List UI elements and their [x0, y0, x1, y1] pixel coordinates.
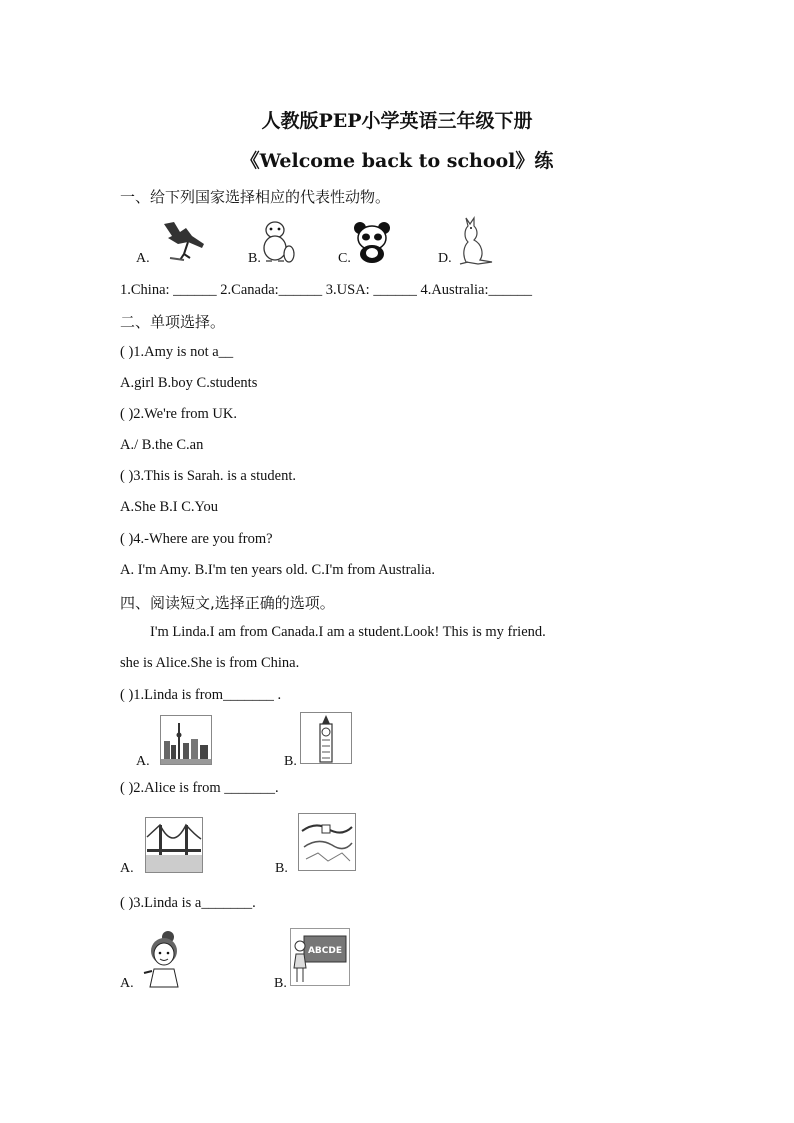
- section2-question-2-options: A./ B.the C.an: [120, 437, 204, 453]
- q3-option-label-b: B.: [274, 976, 287, 991]
- q1-option-label-a: A.: [136, 754, 150, 769]
- section2-question-1: ( )1.Amy is not a__: [120, 344, 234, 360]
- option-label-b: B.: [248, 251, 261, 266]
- great-wall-icon: [298, 813, 356, 871]
- eagle-icon: [158, 218, 208, 264]
- page-subtitle: 《Welcome back to school》练: [240, 150, 554, 172]
- option-label-d: D.: [438, 251, 452, 266]
- section2-question-3-options: A.She B.I C.You: [120, 499, 219, 515]
- section2-question-1-options: A.girl B.boy C.students: [120, 375, 258, 391]
- q3-option-label-a: A.: [120, 976, 134, 991]
- section1-matching-line: 1.China: ______ 2.Canada:______ 3.USA: ______ 4.Australia:______: [120, 282, 533, 298]
- blackboard-text: ABCDE: [307, 946, 343, 956]
- reading-passage-line-1: I'm Linda.I am from Canada.I am a student.Look! This is my friend.: [150, 624, 546, 640]
- section2-question-3: ( )3.This is Sarah. is a student.: [120, 468, 296, 484]
- reading-passage-line-2: she is Alice.She is from China.: [120, 655, 300, 671]
- kangaroo-icon: [452, 214, 496, 266]
- section4-question-2: ( )2.Alice is from _______.: [120, 780, 279, 796]
- q2-option-label-b: B.: [275, 861, 288, 876]
- option-label-c: C.: [338, 251, 351, 266]
- q1-option-label-b: B.: [284, 754, 297, 769]
- section2-question-4: ( )4.-Where are you from?: [120, 531, 273, 547]
- beaver-icon: [258, 218, 296, 264]
- teacher-blackboard-icon: [290, 928, 350, 986]
- section4-heading: 四、阅读短文,选择正确的选项。: [120, 594, 335, 612]
- q2-option-label-a: A.: [120, 861, 134, 876]
- section2-question-2: ( )2.We're from UK.: [120, 406, 237, 422]
- girl-icon: [136, 929, 192, 989]
- section4-question-1: ( )1.Linda is from_______ .: [120, 687, 282, 703]
- city-skyline-icon: [160, 715, 212, 765]
- section4-question-3: ( )3.Linda is a_______.: [120, 895, 256, 911]
- golden-gate-bridge-icon: [145, 817, 203, 873]
- page-title: 人教版PEP小学英语三年级下册: [261, 110, 533, 132]
- section2-heading: 二、单项选择。: [120, 313, 226, 331]
- big-ben-icon: [300, 712, 352, 764]
- section1-heading: 一、给下列国家选择相应的代表性动物。: [120, 188, 391, 206]
- panda-icon: [352, 220, 392, 264]
- option-label-a: A.: [136, 251, 150, 266]
- section2-question-4-options: A. I'm Amy. B.I'm ten years old. C.I'm from Australia.: [120, 562, 435, 578]
